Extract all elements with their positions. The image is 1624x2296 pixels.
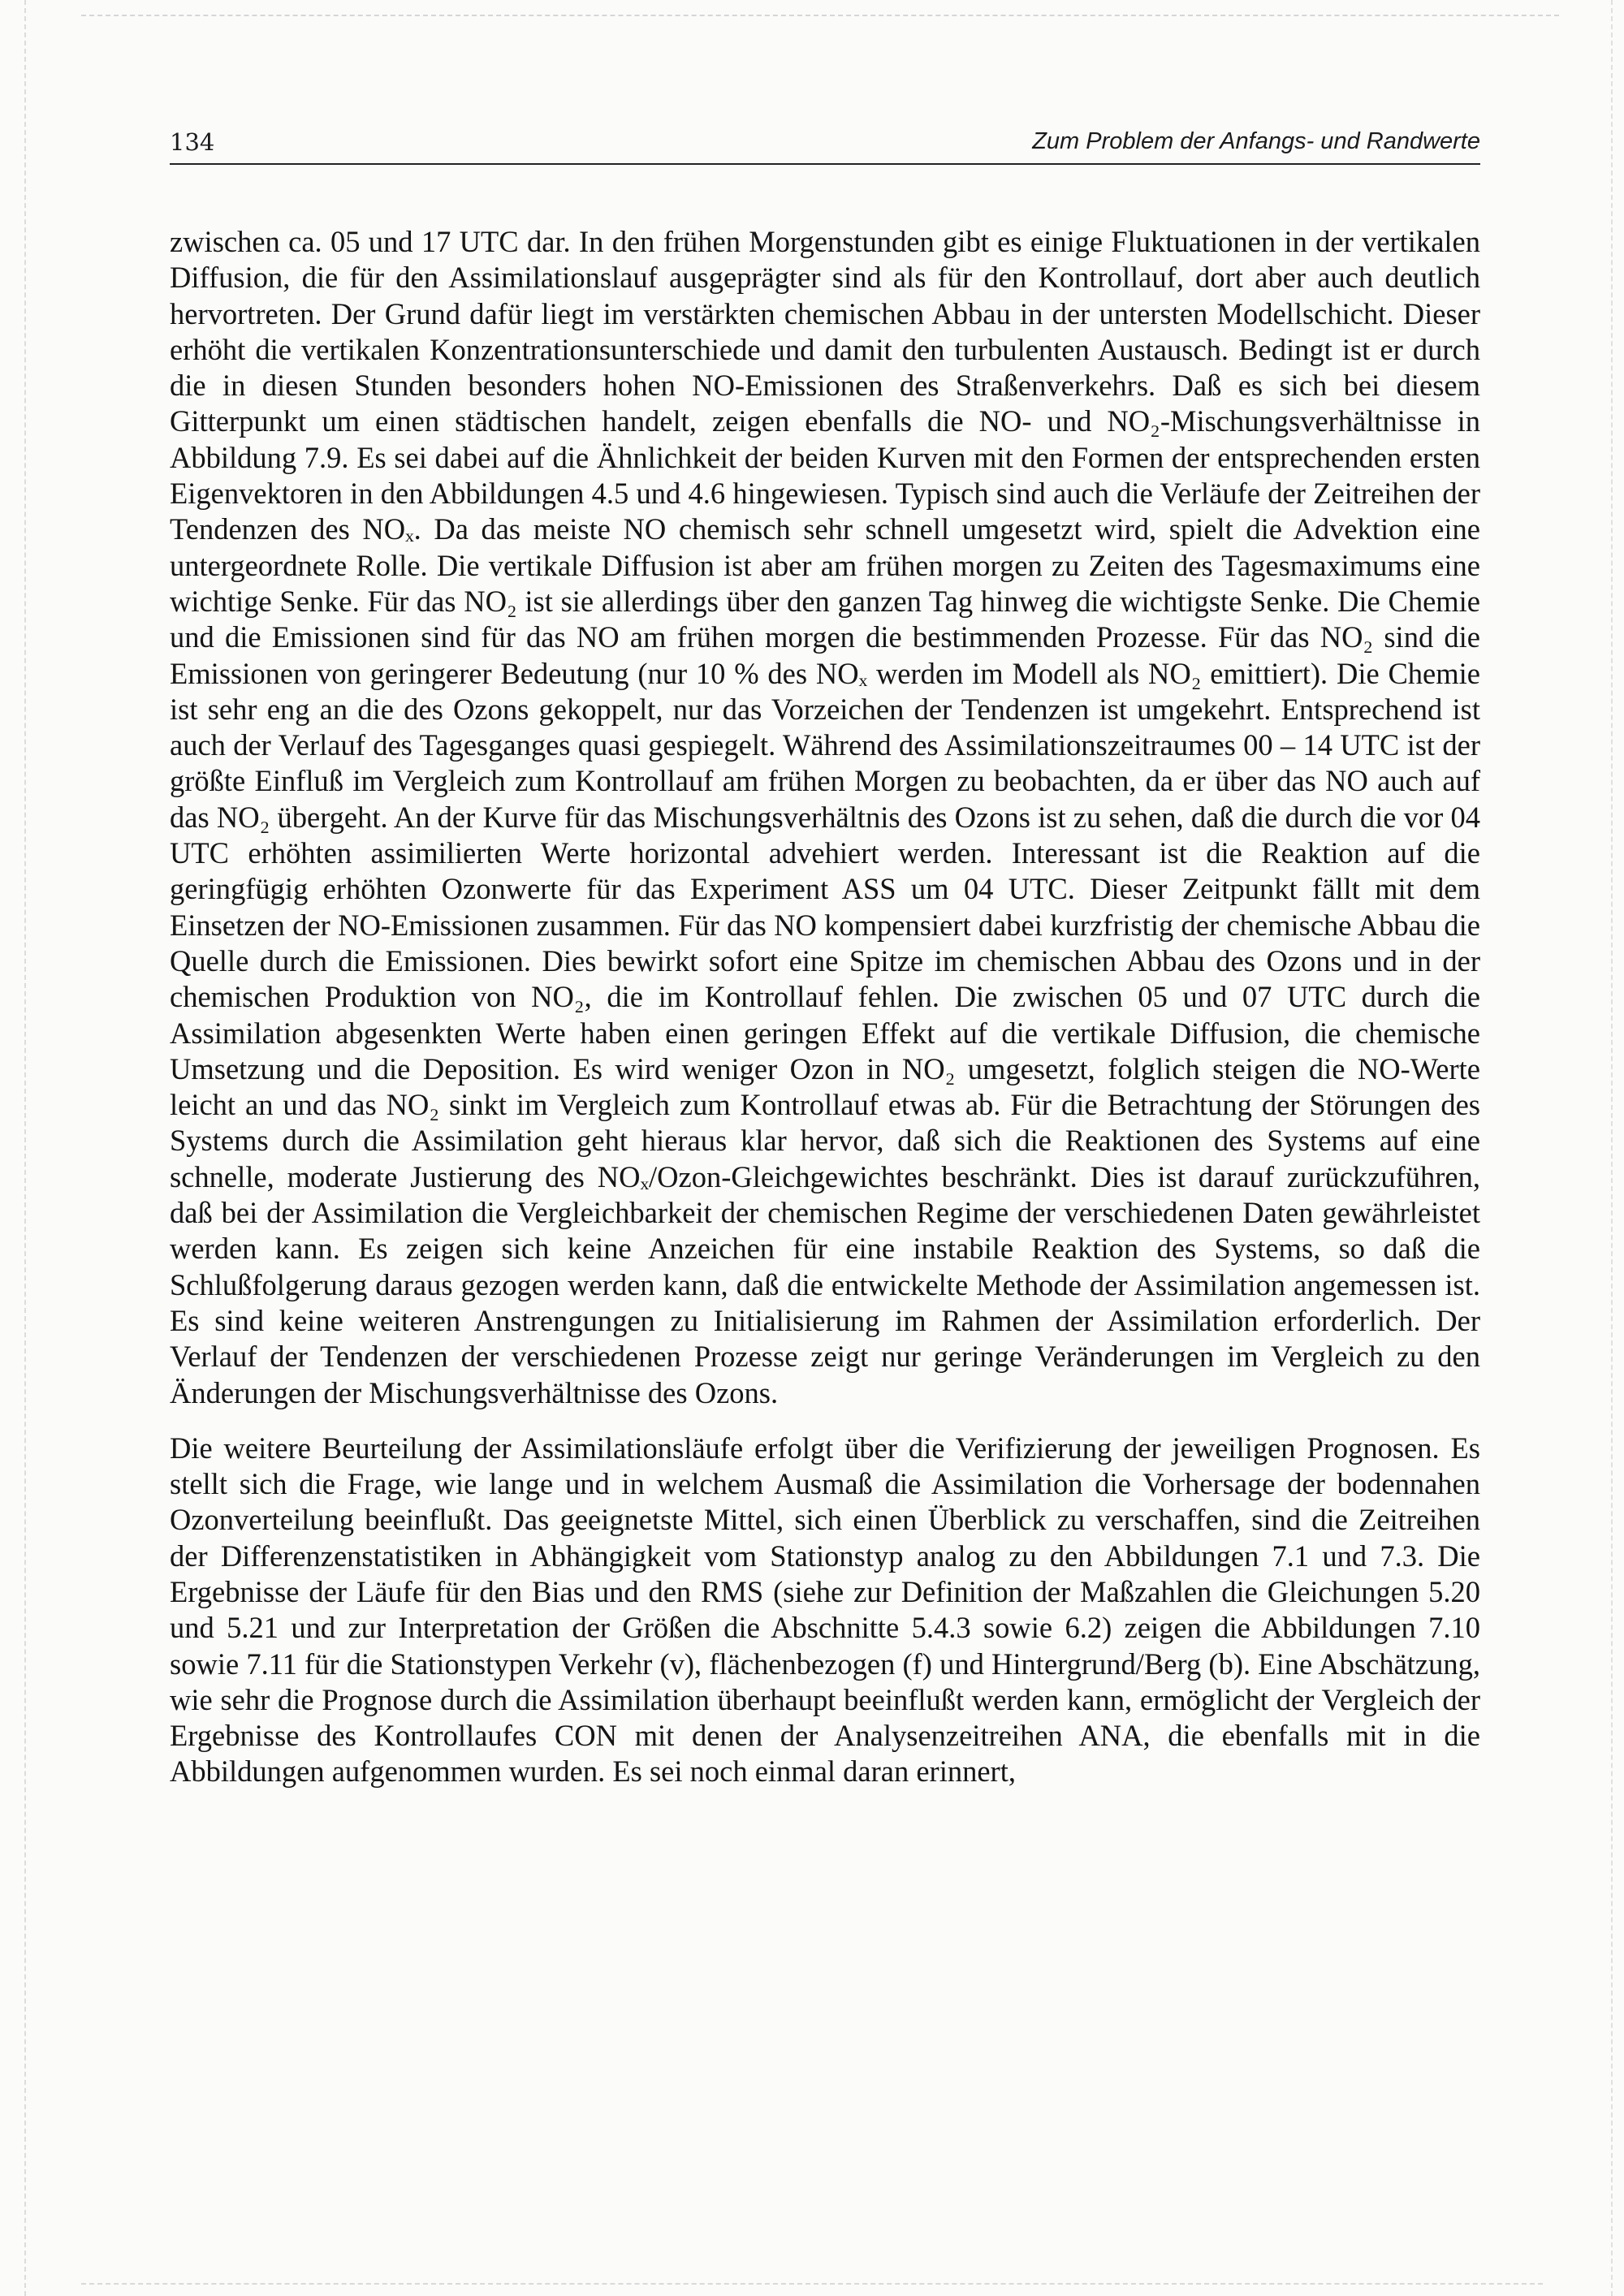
scan-edge-top bbox=[81, 15, 1559, 16]
page-number: 134 bbox=[170, 128, 215, 156]
scan-edge-bottom bbox=[81, 2283, 1543, 2285]
scan-edge-left bbox=[24, 0, 26, 2296]
paragraph-1: zwischen ca. 05 und 17 UTC dar. In den frühen Morgenstunden gibt es einige Fluktuationen in der vertikalen Diffusion, die für den Assimilationslauf ausgeprägter sind als für den Kontrollauf, dort aber auch deutlich hervortreten. Der Grund dafür liegt im verstärkten chemischen Abbau in der untersten Modellschicht. Dieser erhöht die vertikalen Konzentrationsunterschiede und damit den turbulenten Austausch. Bedingt ist er durch die in diesen Stunden besonders hohen NO-Emissionen des Straßenverkehrs. Daß es sich bei diesem Gitterpunkt um einen städtischen handelt, zeigen ebenfalls die NO- und NO₂-Mischungsverhältnisse in Abbildung 7.9. Es sei dabei auf die Ähnlichkeit der beiden Kurven mit den Formen der entsprechenden ersten Eigenvektoren in den Abbildungen 4.5 und 4.6 hingewiesen. Typisch sind auch die Verläufe der Zeitreihen der Tendenzen des NOₓ. Da das meiste NO chemisch sehr schnell umgesetzt wird, spielt die Advektion eine untergeordnete Rolle. Die vertikale Diffusion ist aber am frühen morgen zu Zeiten des Tagesmaximums eine wichtige Senke. Für das NO₂ ist sie allerdings über den ganzen Tag hinweg die wichtigste Senke. Die Chemie und die Emissionen sind für das NO am frühen morgen die bestimmenden Prozesse. Für das NO₂ sind die Emissionen von geringerer Bedeutung (nur 10 % des NOₓ werden im Modell als NO₂ emittiert). Die Chemie ist sehr eng an die des Ozons gekoppelt, nur das Vorzeichen der Tendenzen ist umgekehrt. Entsprechend ist auch der Verlauf des Tagesganges quasi gespiegelt. Während des Assimilationszeitraumes 00 – 14 UTC ist der größte Einfluß im Vergleich zum Kontrollauf am frühen Morgen zu beobachten, da er über das NO auch auf das NO₂ übergeht. An der Kurve für das Mischungsverhältnis des Ozons ist zu sehen, daß die durch die vor 04 UTC erhöhten assimilierten Werte horizontal advehiert werden. Interessant ist die Reaktion auf die geringfügig erhöhten Ozonwerte für das Experiment ASS um 04 UTC. Dieser Zeitpunkt fällt mit dem Einsetzen der NO-Emissionen zusammen. Für das NO kompensiert dabei kurzfristig der chemische Abbau die Quelle durch die Emissionen. Dies bewirkt sofort eine Spitze im chemischen Abbau des Ozons und in der chemischen Produktion von NO₂, die im Kontrollauf fehlen. Die zwischen 05 und 07 UTC durch die Assimilation abgesenkten Werte haben einen geringen Effekt auf die vertikale Diffusion, die chemische Umsetzung und die Deposition. Es wird weniger Ozon in NO₂ umgesetzt, folglich steigen die NO-Werte leicht an und das NO₂ sinkt im Vergleich zum Kontrollauf etwas ab. Für die Betrachtung der Störungen des Systems durch die Assimilation geht hieraus klar hervor, daß sich die Reaktionen des Systems auf eine schnelle, moderate Justierung des NOₓ/Ozon-Gleichgewichtes beschränkt. Dies ist darauf zurückzuführen, daß bei der Assimilation die Vergleichbarkeit der chemischen Regime der verschiedenen Daten gewährleistet werden kann. Es zeigen sich keine Anzeichen für eine instabile Reaktion des Systems, so daß die Schlußfolgerung daraus gezogen werden kann, daß die entwickelte Methode der Assimilation angemessen ist. Es sind keine weiteren Anstrengungen zu Initialisierung im Rahmen der Assimilation erforderlich. Der Verlauf der Tendenzen der verschiedenen Prozesse zeigt nur geringe Veränderungen im Vergleich zu den Änderungen der Mischungsverhältnisse des Ozons. bbox=[170, 225, 1480, 1409]
header-rule bbox=[170, 163, 1480, 165]
page-header bbox=[170, 128, 1480, 164]
scan-edge-right bbox=[1611, 0, 1613, 2296]
running-title: Zum Problem der Anfangs- und Randwerte bbox=[1032, 128, 1480, 154]
body-text bbox=[170, 224, 1480, 1790]
paragraph-2: Die weitere Beurteilung der Assimilationsläufe erfolgt über die Verifizierung der jeweiligen Prognosen. Es stellt sich die Frage, wie lange und in welchem Ausmaß die Assimilation die Vorhersage der bodennahen Ozonverteilung beeinflußt. Das geeignetste Mittel, sich einen Überblick zu verschaffen, sind die Zeitreihen der Differenzenstatistiken in Abhängigkeit vom Stationstyp analog zu den Abbildungen 7.1 und 7.3. Die Ergebnisse der Läufe für den Bias und den RMS (siehe zur Definition der Maßzahlen die Gleichungen 5.20 und 5.21 und zur Interpretation der Größen die Abschnitte 5.4.3 sowie 6.2) zeigen die Abbildungen 7.10 sowie 7.11 für die Stationstypen Verkehr (v), flächenbezogen (f) und Hintergrund/Berg (b). Eine Abschätzung, wie sehr die Prognose durch die Assimilation überhaupt beeinflußt werden kann, ermöglicht der Vergleich der Ergebnisse des Kontrollaufes CON mit denen der Analysenzeitreihen ANA, die ebenfalls mit in die Abbildungen aufgenommen wurden. Es sei noch einmal daran erinnert, bbox=[170, 1431, 1480, 1789]
